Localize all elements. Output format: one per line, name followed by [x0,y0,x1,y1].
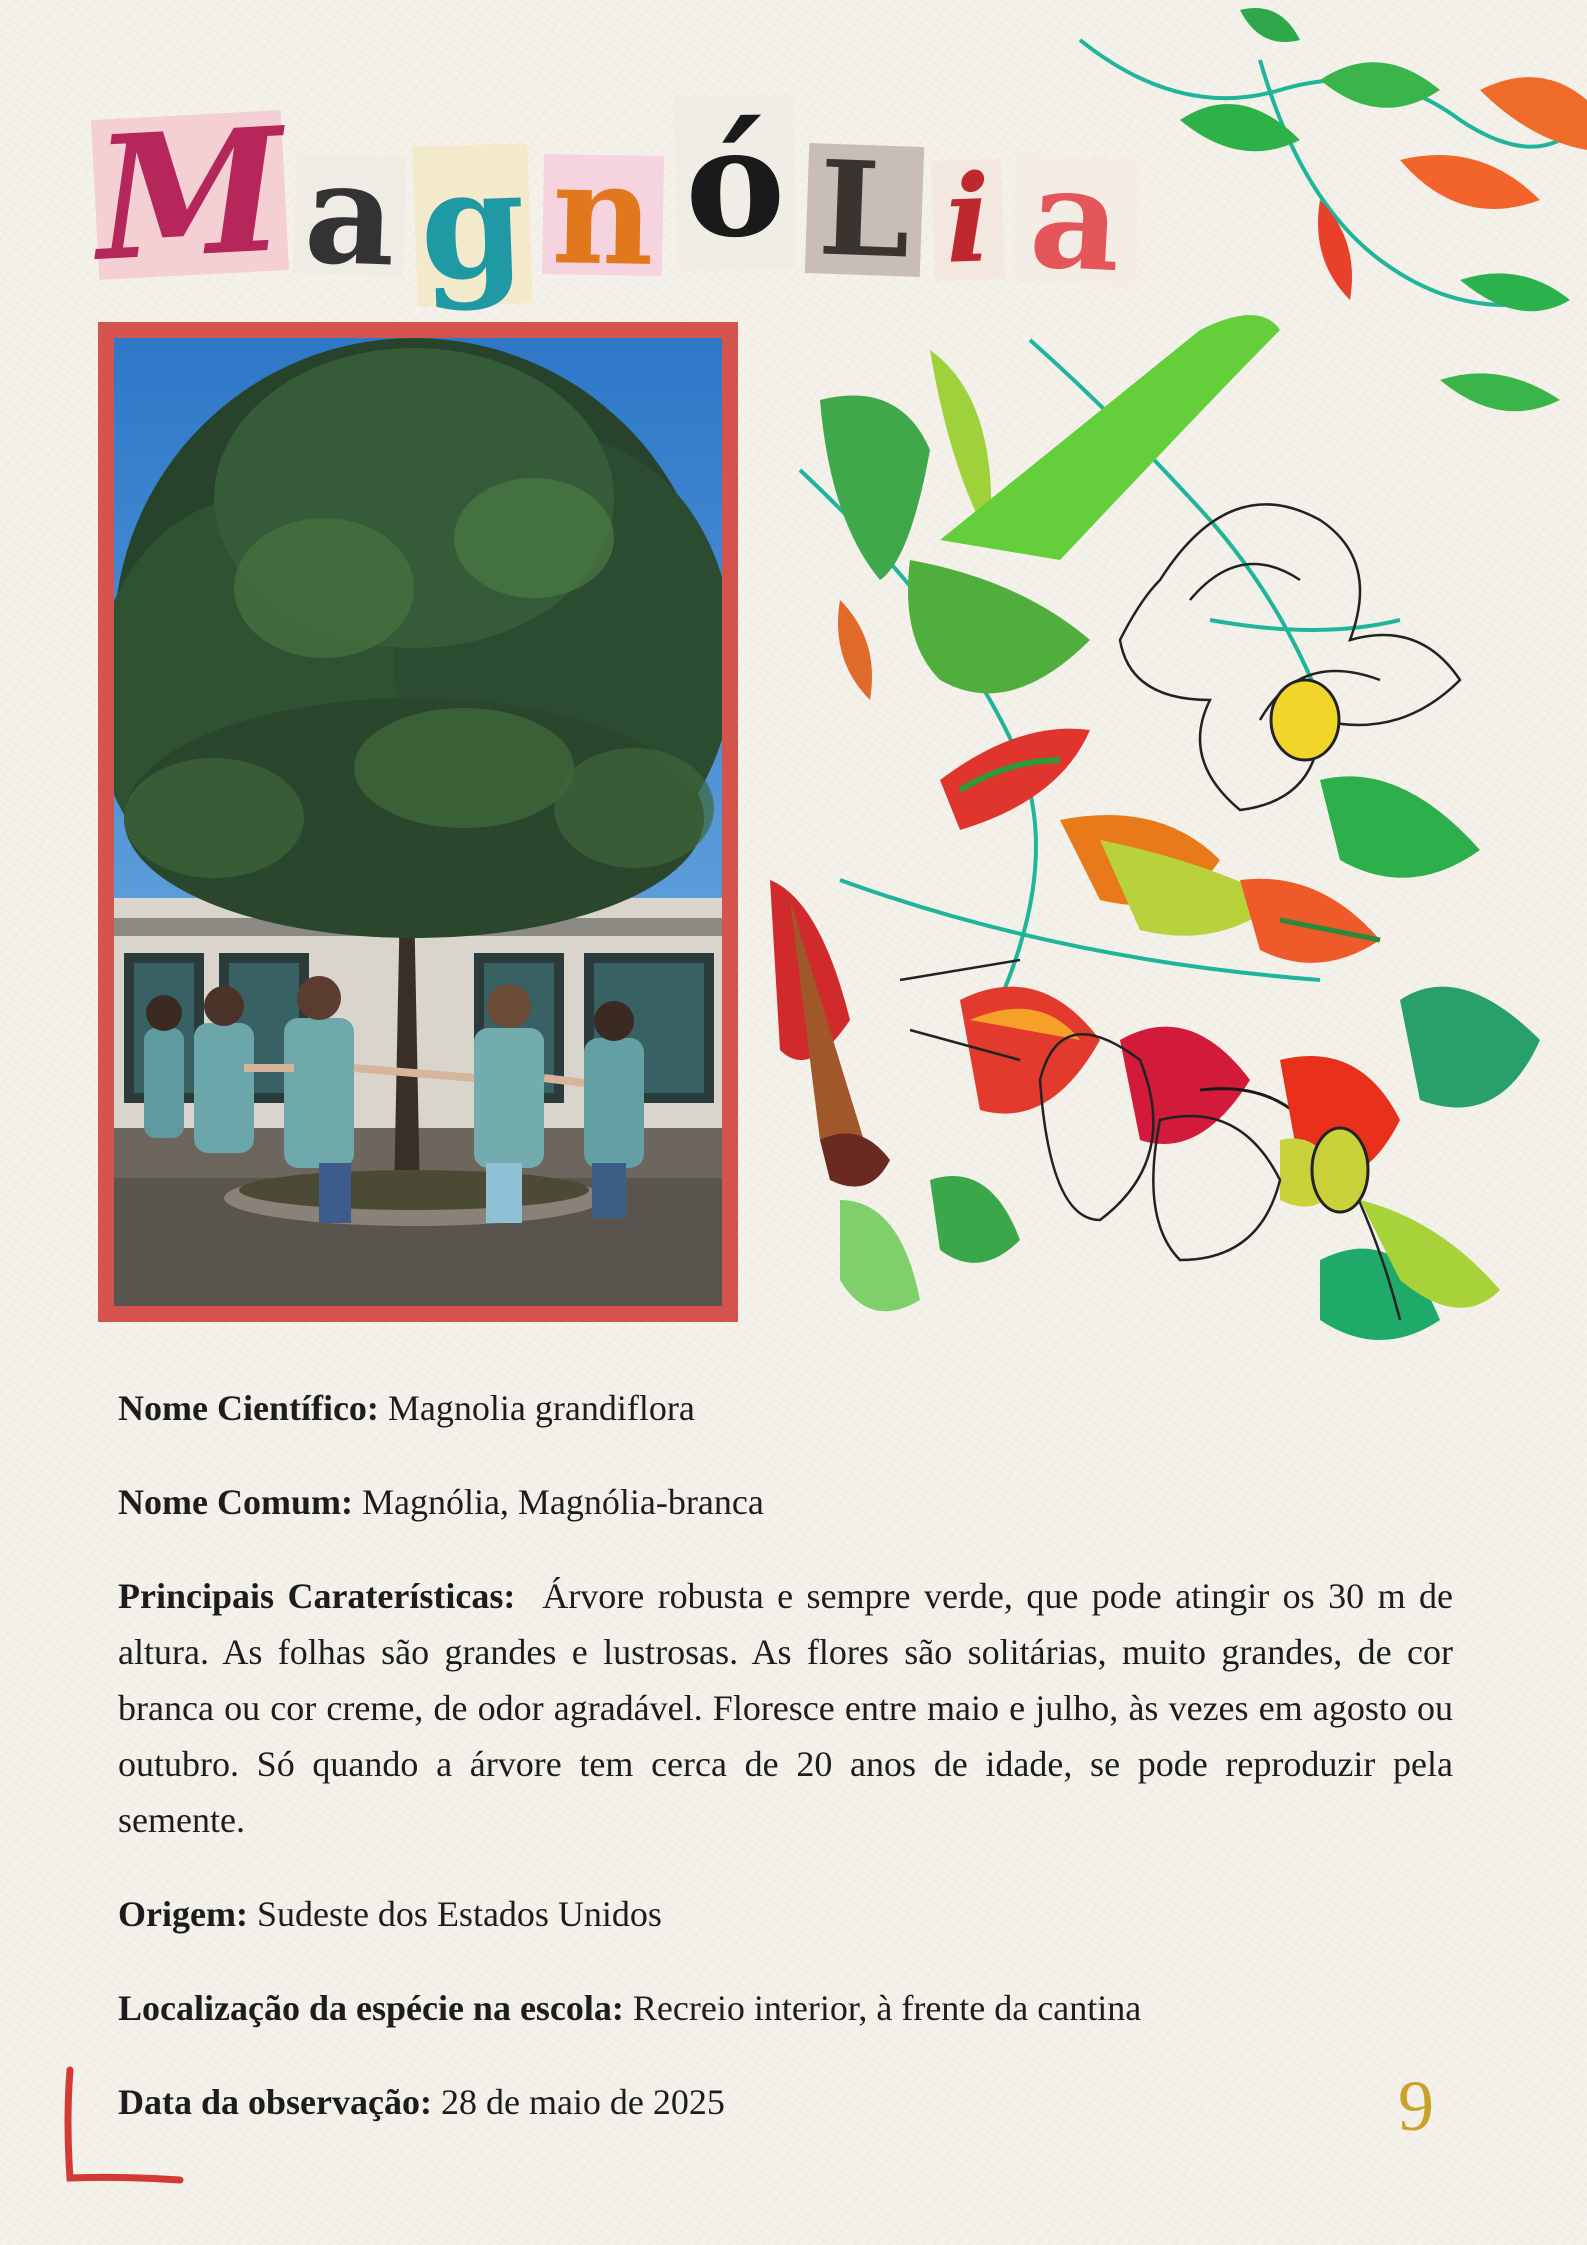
magnolia-tree-photo [114,338,722,1306]
field-main-characteristics [118,1568,1463,1848]
title-letter: M [90,90,290,300]
photo-frame [98,322,738,1322]
page-number: 9 [1398,2066,1434,2146]
title-letter: L [816,131,913,288]
field-label: Origem: [118,1894,248,1934]
drawing-illustration [760,0,1587,1390]
field-label: Nome Científico: [118,1388,379,1428]
photo-illustration [114,338,722,1306]
field-scientific-name [118,1380,1453,1436]
field-label: Localização da espécie na escola: [118,1988,624,2028]
title-letter-tile [542,132,664,298]
field-observation-date [118,2074,1453,2130]
title-letter-tile [90,90,290,300]
field-value: Sudeste dos Estados Unidos [247,1894,662,1934]
magnolia-drawing [760,0,1587,1390]
field-common-name [118,1474,1453,1530]
field-value: Árvore robusta e sempre verde, que pode atingir os 30 m de altura. As folhas são grandes e lustrosas. As flores são solitárias, muito grandes, de cor branca ou cor creme, de odor agradável. Floresce entre maio e julho, às vezes em agosto ou outubro. Só quando a árvore tem cerca de 20 anos de idade, se pode reproduzir pela semente. [118,1576,1463,1840]
species-info [118,1380,1463,2168]
field-value: Recreio interior, à frente da cantina [623,1988,1142,2028]
field-value: Magnolia grandiflora [378,1388,695,1428]
field-school-location [118,1980,1453,2036]
field-origin [118,1886,1453,1942]
corner-l-mark [52,2060,192,2190]
field-value: 28 de maio de 2025 [431,2082,725,2122]
title-letter: g [417,135,528,315]
title-letter-tile [293,131,407,299]
title-letter: n [550,132,656,298]
title-letter: ó [683,93,787,272]
field-label: Data da observação: [118,2082,432,2122]
title-letter: i [942,148,994,291]
field-label: Nome Comum: [118,1482,353,1522]
field-label: Principais Caraterísticas: [118,1576,516,1616]
field-value: Magnólia, Magnólia-branca [352,1482,764,1522]
title-letter: a [301,131,399,299]
title-letter-tile [412,135,533,315]
title-letter: a [1025,135,1126,305]
